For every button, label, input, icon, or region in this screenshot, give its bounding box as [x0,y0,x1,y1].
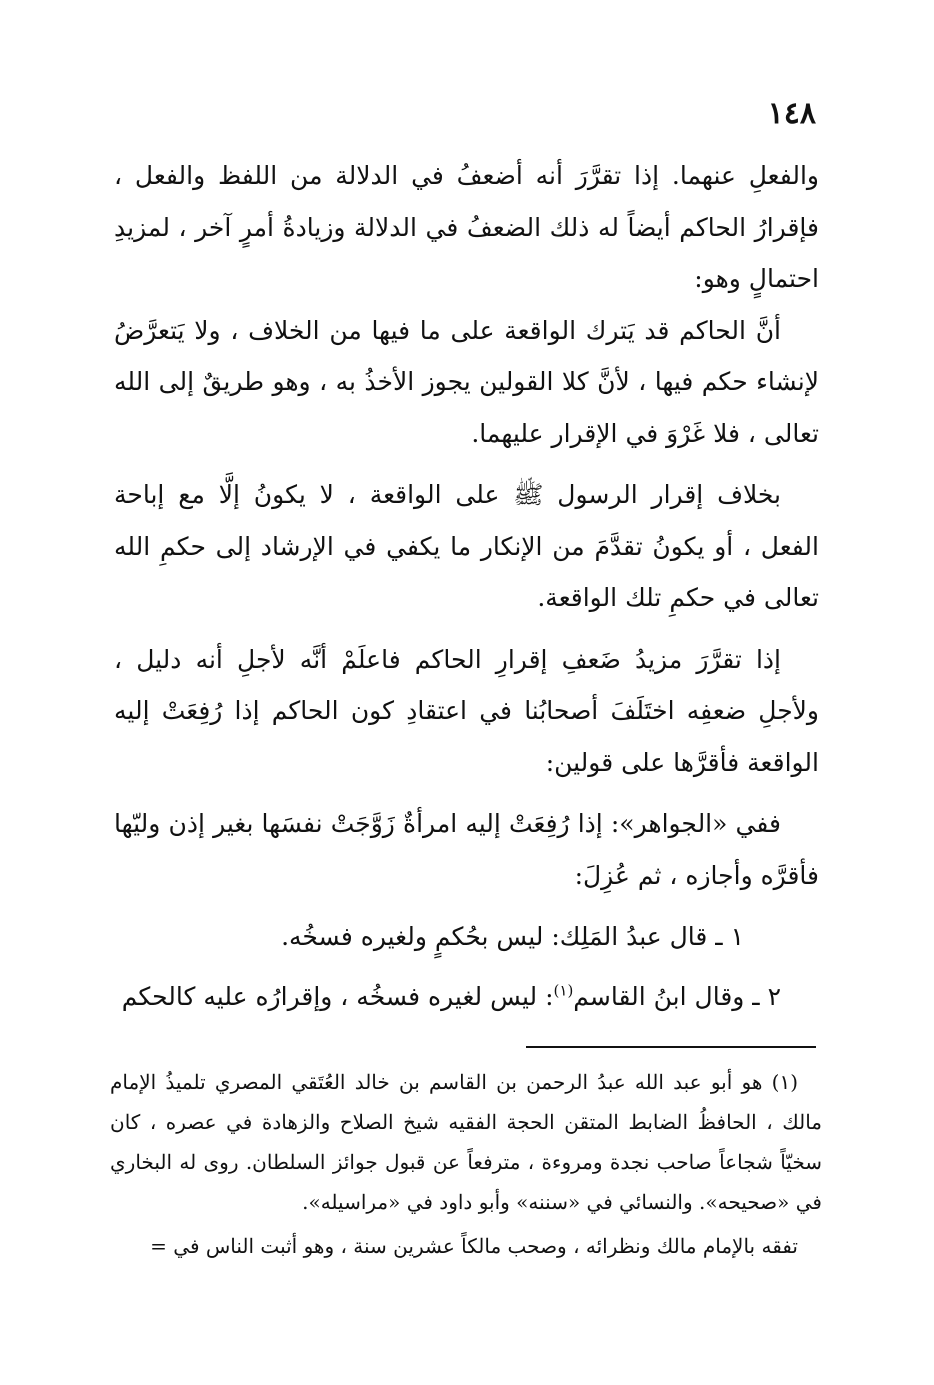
footnote-divider [526,1046,816,1048]
footnote-marker[interactable]: (١) [553,981,574,1000]
footnote-1: (١) هو أبو عبد الله عبدُ الرحمن بن القاسم بن خالد العُتَقي المصري تلميذُ الإمام مالك ، الحافظُ الضابط المتقن الحجة الفقيه شيخ الصلاح والزهادة في عصره ، كان سخيّاً شجاعاً صاحب نجدة ومروءة ، مترفعاً عن قبول جوائز السلطان. روى له البخاري في «صحيحه». والنسائي في «سننه» وأبو داود في «مراسيله». [110,1070,822,1214]
list-item-2 [114,971,819,1023]
paragraph-3: بخلاف إقرار الرسول ﷺ على الواقعة ، لا يكونُ إلَّا مع إباحة الفعل ، أو يكونُ تقدَّمَ من الإنكار ما يكفي في الإرشاد إلى حكمِ الله تعالى في حكمِ تلك الواقعة. [114,480,819,612]
paragraph-5: ففي «الجواهر»: إذا رُفِعَتْ إليه امرأةٌ زَوَّجَتْ نفسَها بغير إذن وليّها فأقرَّه وأجازه ، ثم عُزِلَ: [114,809,819,890]
paragraph-4: إذا تقرَّرَ مزيدُ ضَعفِ إقرارِ الحاكم فاعلَمْ أنَّه لأجلِ أنه دليل ، ولأجلِ ضعفِه اختَلَفَ أصحابُنا في اعتقادِ كون الحاكم إذا رُفِعَتْ إليه الواقعة فأقرَّها على قولين: [114,644,819,777]
list-item-2-text: ٢ ـ وقال ابنُ القاسم [573,981,781,1011]
page-number: ١٤٨ [767,96,816,131]
list-item-2-rest: : ليس لغيره فسخُه ، وإقرارُه عليه كالحكم [121,981,554,1011]
paragraph-1: والفعلِ عنهما. إذا تقرَّرَ أنه أضعفُ في الدلالة من اللفظ والفعل ، فإقرارُ الحاكم أيضاً له ذلك الضعفُ في الدلالة وزيادةُ أمرٍ آخر ، لمزيدِ احتمالٍ وهو: [114,161,819,293]
footnotes [110,1062,822,1266]
footnote-continuation: تفقه بالإمام مالك ونظرائه ، وصحب مالكاً عشرين سنة ، وهو أثبت الناس في = [150,1234,798,1258]
list-item-1: ١ ـ قال عبدُ المَلِك: ليس بحُكمٍ ولغيره فسخُه. [281,922,744,951]
main-text [114,150,819,1030]
paragraph-2: أنَّ الحاكم قد يَترك الواقعة على ما فيها من الخلاف ، ولا يَتعرَّضُ لإنشاء حكم فيها ، لأنَّ كلا القولين يجوز الأخذُ به ، وهو طريقٌ إلى الله تعالى ، فلا غَرْوَ في الإقرار عليهما. [114,315,819,448]
